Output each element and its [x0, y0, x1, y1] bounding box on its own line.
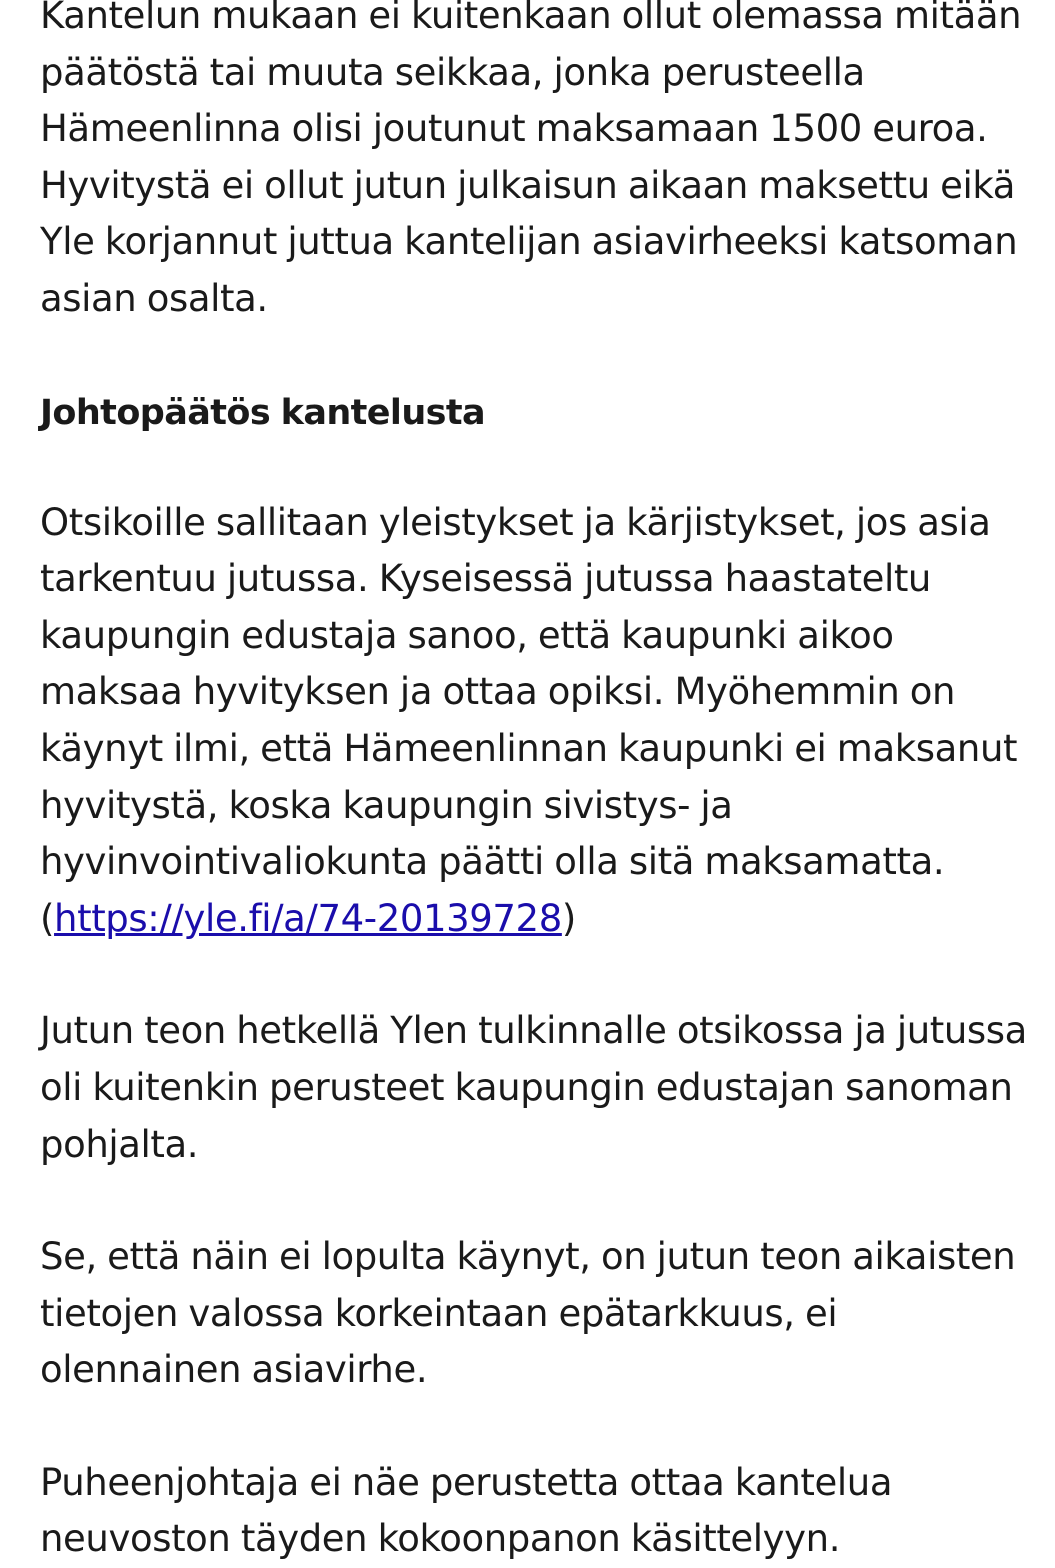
source-article-link[interactable]: https://yle.fi/a/74-20139728 [54, 896, 562, 940]
paragraph-conclusion [40, 495, 1040, 948]
spacer [40, 1173, 1040, 1229]
paragraph-inaccuracy: Se, että näin ei lopulta käynyt, on jutun teon aikaisten tietojen valossa korkeintaan epätarkkuus, ei olennainen asiavirhe. [40, 1235, 1016, 1392]
article-body [40, 0, 1040, 1568]
section-heading: Johtopäätös kantelusta [40, 392, 486, 433]
paragraph-conclusion-text: Otsikoille sallitaan yleistykset ja kärjistykset, jos asia tarkentuu jutussa. Kyseisessä jutussa haastateltu kaupungin edustaja sanoo, että kaupunki aikoo maksaa hyvityksen ja ottaa opiksi. Myöhemmin on käynyt ilmi, että Hämeenlinnan kaupunki ei maksanut hyvitystä, koska kaupungin sivistys- ja hyvinvointivaliokunta päätti olla sitä maksamatta. [40, 500, 1018, 884]
paragraph-chair-decision: Puheenjohtaja ei näe perustetta ottaa kantelua neuvoston täyden kokoonpanon käsittelyyn. [40, 1460, 893, 1561]
spacer [40, 1399, 1040, 1455]
paragraph-basis: Jutun teon hetkellä Ylen tulkinnalle otsikossa ja jutussa oli kuitenkin perusteet kaupungin edustajan sanoman pohjalta. [40, 1009, 1027, 1166]
link-close-paren: ) [561, 896, 576, 940]
spacer [40, 328, 1040, 385]
link-open-paren: ( [40, 896, 55, 940]
paragraph-complaint-summary: Kantelun mukaan ei kuitenkaan ollut olemassa mitään päätöstä tai muuta seikkaa, jonka perusteella Hämeenlinna olisi joutunut maksamaan 1500 euroa. Hyvitystä ei ollut jutun julkaisun aikaan maksettu eikä Yle korjannut juttua kantelijan asiavirheeksi katsoman asian osalta. [40, 0, 1022, 320]
spacer [40, 947, 1040, 1003]
spacer [40, 441, 1040, 495]
